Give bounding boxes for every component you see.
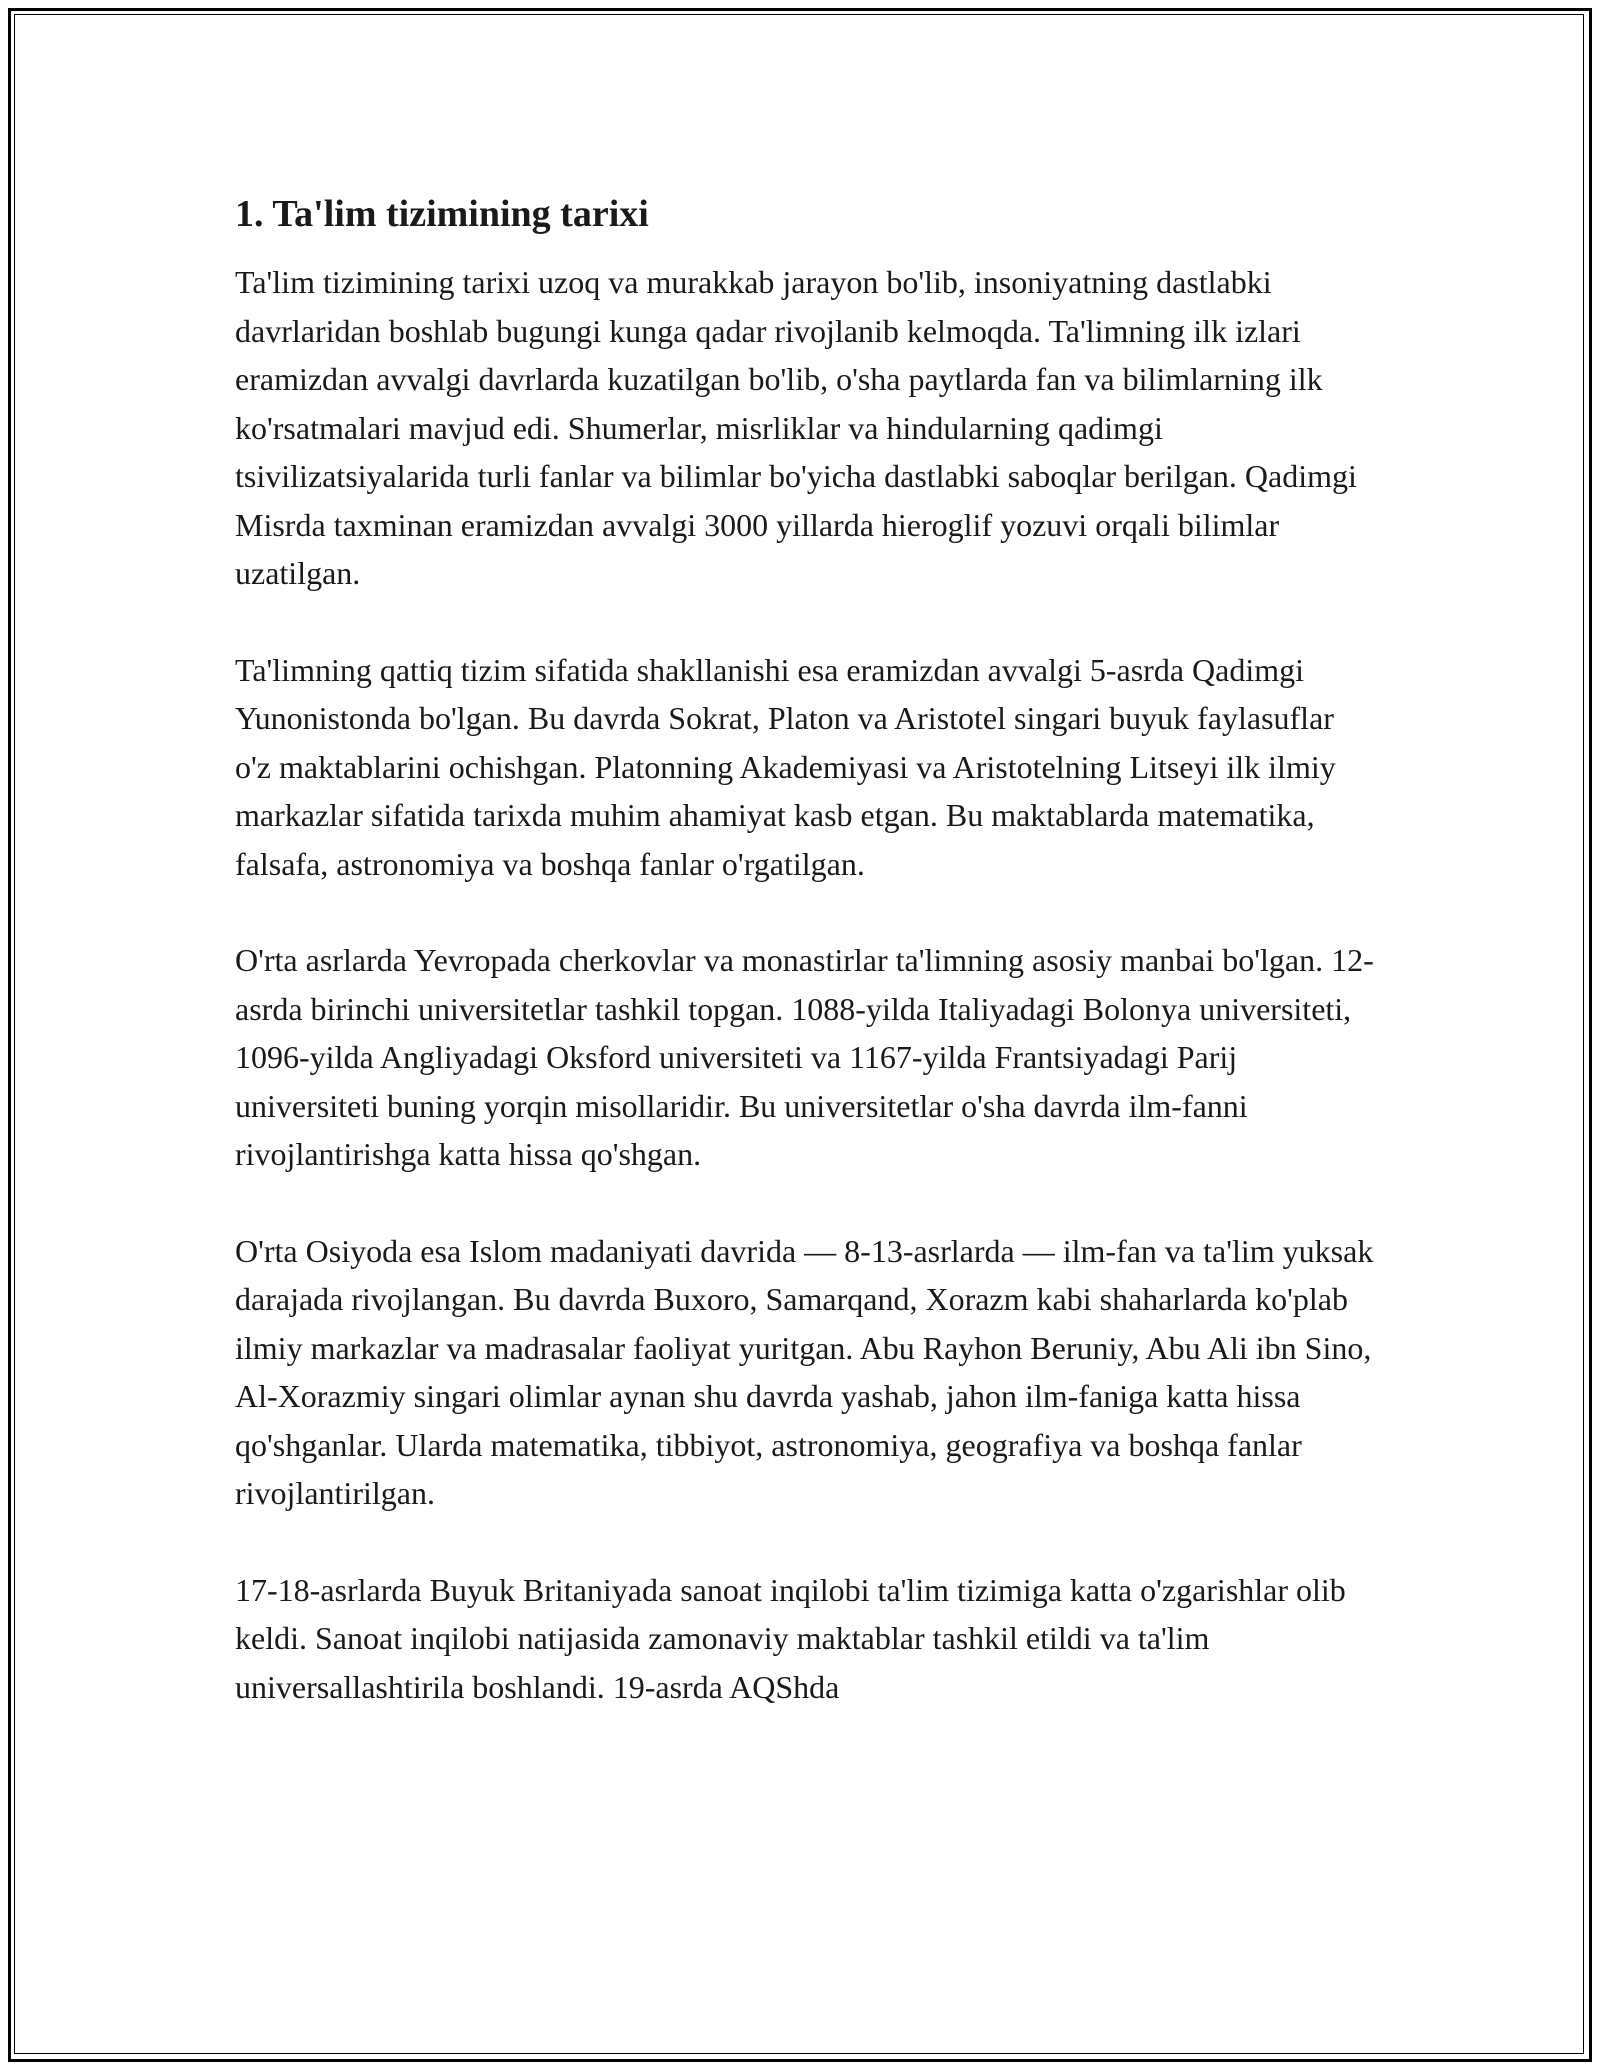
paragraph-1: Ta'lim tizimining tarixi uzoq va murakkab jarayon bo'lib, insoniyatning dastlabki davrlaridan boshlab bugungi kunga qadar rivojlanib kelmoqda. Ta'limning ilk izlari eramizdan avvalgi davrlarda kuzatilgan bo'lib, o'sha paytlarda fan va bilimlarning ilk ko'rsatmalari mavjud edi. Shumerlar, misrliklar va hindularning qadimgi tsivilizatsiyalarida turli fanlar va bilimlar bo'yicha dastlabki saboqlar berilgan. Qadimgi Misrda taxminan eramizdan avvalgi 3000 yillarda hieroglif yozuvi orqali bilimlar uzatilgan.: [235, 264, 1357, 591]
paragraph-5: 17-18-asrlarda Buyuk Britaniyada sanoat inqilobi ta'lim tizimiga katta o'zgarishlar olib keldi. Sanoat inqilobi natijasida zamonaviy maktablar tashkil etildi va ta'lim universallashtirila boshlandi. 19-asrda AQShda: [235, 1571, 1346, 1705]
paragraph-4: O'rta Osiyoda esa Islom madaniyati davrida — 8-13-asrlarda — ilm-fan va ta'lim yuksak darajada rivojlangan. Bu davrda Buxoro, Samarqand, Xorazm kabi shaharlarda ko'plab ilmiy markazlar va madrasalar faoliyat yuritgan. Abu Rayhon Beruniy, Abu Ali ibn Sino, Al-Xorazmiy singari olimlar aynan shu davrda yashab, jahon ilm-faniga katta hissa qo'shganlar. Ularda matematika, tibbiyot, astronomiya, geografiya va boshqa fanlar rivojlantirilgan.: [235, 1232, 1374, 1511]
section-heading: 1. Ta'lim tizimining tarixi: [235, 193, 649, 235]
paragraph-2: Ta'limning qattiq tizim sifatida shakllanishi esa eramizdan avvalgi 5-asrda Qadimgi Yunonistonda bo'lgan. Bu davrda Sokrat, Platon va Aristotel singari buyuk faylasuflar o'z maktablarini ochishgan. Platonning Akademiyasi va Aristotelning Litseyi ilk ilmiy markazlar sifatida tarixda muhim ahamiyat kasb etgan. Bu maktablarda matematika, falsafa, astronomiya va boshqa fanlar o'rgatilgan.: [235, 651, 1336, 882]
document-body: [235, 188, 1375, 1759]
paragraph-3: O'rta asrlarda Yevropada cherkovlar va monastirlar ta'limning asosiy manbai bo'lgan. 12-asrda birinchi universitetlar tashkil topgan. 1088-yilda Italiyadagi Bolonya universiteti, 1096-yilda Angliyadagi Oksford universiteti va 1167-yilda Frantsiyadagi Parij universiteti buning yorqin misollaridir. Bu universitetlar o'sha davrda ilm-fanni rivojlantirishga katta hissa qo'shgan.: [235, 942, 1374, 1172]
